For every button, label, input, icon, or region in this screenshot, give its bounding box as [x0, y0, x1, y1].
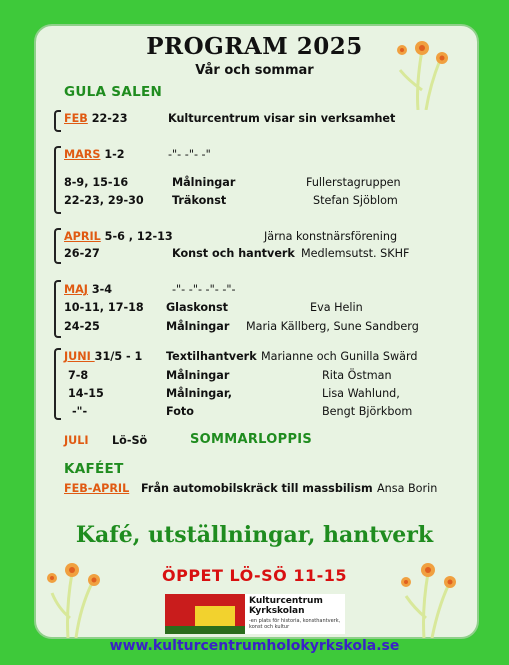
- event: Målningar: [166, 320, 230, 333]
- month-label: MARS: [64, 148, 101, 161]
- schedule-row: [64, 434, 89, 447]
- section-gula-salen: GULA SALEN: [64, 84, 163, 100]
- event: -"- -"- -"- -"-: [172, 283, 236, 296]
- artist: Järna konstnärsförening: [264, 230, 398, 243]
- page-subtitle: Vår och sommar: [195, 63, 314, 78]
- event: Målningar: [166, 369, 230, 382]
- month-label: FEB: [64, 112, 88, 125]
- event: Foto: [166, 405, 194, 418]
- cafe-row: [64, 482, 129, 495]
- month-label: MAJ: [64, 283, 88, 296]
- bracket-juni: [54, 348, 61, 420]
- event: Textilhantverk: [166, 350, 257, 363]
- dates: 1-2: [100, 148, 125, 161]
- logo-text: Kulturcentrum Kyrkskolan -en plats för historia, konsthantverk, konst och kultur: [245, 594, 345, 634]
- flower-decoration-bottom-left: [40, 548, 110, 638]
- dates: Lö-Sö: [112, 434, 148, 447]
- logo: [165, 594, 345, 634]
- bracket-mars: [54, 146, 61, 214]
- dates: 3-4: [87, 283, 113, 296]
- dates: 31/5 - 1: [94, 350, 143, 363]
- month-label: JULI: [64, 434, 89, 447]
- event: Målningar,: [166, 387, 232, 400]
- artist: Bengt Björkbom: [322, 405, 413, 418]
- event: Målningar: [172, 176, 236, 189]
- dates: 26-27: [64, 247, 100, 260]
- dates: -"-: [72, 405, 88, 418]
- schedule-row: [64, 112, 128, 125]
- month-label: JUNI: [64, 350, 95, 363]
- artist: Medlemsutst. SKHF: [301, 247, 410, 260]
- artist: Maria Källberg, Sune Sandberg: [246, 320, 419, 333]
- dates: 14-15: [68, 387, 104, 400]
- event-sommarloppis: SOMMARLOPPIS: [190, 432, 313, 447]
- event: Konst och hantverk: [172, 247, 295, 260]
- dates: 10-11, 17-18: [64, 301, 144, 314]
- schedule-row: [64, 350, 142, 363]
- artist: Marianne och Gunilla Swärd: [261, 350, 418, 363]
- dates: 24-25: [64, 320, 100, 333]
- flower-decoration-bottom-right: [392, 548, 462, 638]
- event: -"- -"- -": [168, 148, 211, 161]
- schedule-row: [64, 148, 125, 161]
- dates: 22-23, 29-30: [64, 194, 144, 207]
- month-label: APRIL: [64, 230, 101, 243]
- event: Från automobilskräck till massbilism: [141, 482, 373, 495]
- dates: 7-8: [68, 369, 89, 382]
- dates: 22-23: [87, 112, 128, 125]
- dates: 5-6 , 12-13: [100, 230, 173, 243]
- page-title: PROGRAM 2025: [146, 33, 363, 60]
- website-link[interactable]: www.kulturcentrumholokyrkskola.se: [109, 638, 400, 654]
- artist: Lisa Wahlund,: [322, 387, 400, 400]
- tagline: Kafé, utställningar, hantverk: [75, 522, 434, 548]
- event: Kulturcentrum visar sin verksamhet: [168, 112, 396, 125]
- dates: 8-9, 15-16: [64, 176, 129, 189]
- event: Glaskonst: [166, 301, 229, 314]
- artist: Ansa Borin: [377, 482, 438, 495]
- schedule-row: [64, 230, 173, 243]
- artist: Rita Östman: [322, 369, 392, 382]
- artist: Stefan Sjöblom: [313, 194, 398, 207]
- logo-image: [165, 594, 245, 634]
- bracket-april: [54, 228, 61, 264]
- artist: Fullerstagruppen: [306, 176, 401, 189]
- bracket-maj: [54, 280, 61, 338]
- month-label: FEB-APRIL: [64, 482, 130, 495]
- artist: Eva Helin: [310, 301, 363, 314]
- schedule-row: [64, 283, 112, 296]
- section-kafeet: KAFÉET: [64, 461, 124, 477]
- event: Träkonst: [172, 194, 227, 207]
- bracket-feb: [54, 110, 61, 132]
- open-hours: ÖPPET LÖ-SÖ 11-15: [162, 566, 347, 585]
